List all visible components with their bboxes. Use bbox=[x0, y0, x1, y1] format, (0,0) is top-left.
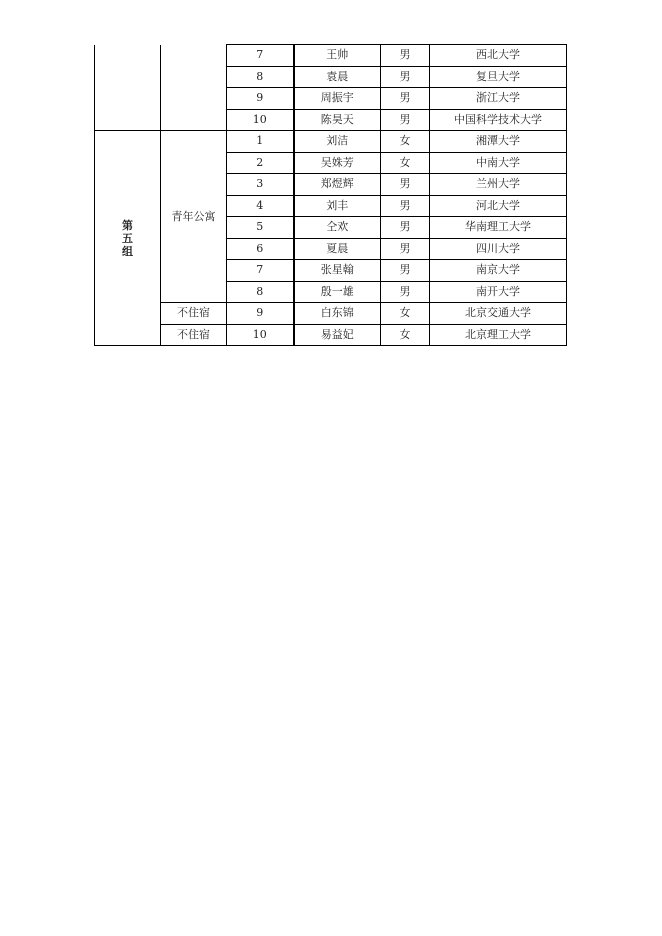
group-label-cell bbox=[95, 131, 161, 346]
gender-cell: 女 bbox=[381, 152, 430, 174]
gender-cell: 男 bbox=[381, 238, 430, 260]
group-label: 第五组 bbox=[122, 218, 133, 258]
gender-cell: 男 bbox=[381, 174, 430, 196]
prev-dorm-cell bbox=[161, 45, 227, 131]
gender-cell: 男 bbox=[381, 281, 430, 303]
dorm-cell: 不住宿 bbox=[161, 324, 227, 346]
name-cell: 郑煜辉 bbox=[294, 174, 381, 196]
no-cell: 7 bbox=[227, 260, 294, 282]
gender-cell: 男 bbox=[381, 195, 430, 217]
name-cell: 易益妃 bbox=[294, 324, 381, 346]
name-cell: 白东锦 bbox=[294, 303, 381, 325]
table-row bbox=[95, 303, 567, 325]
name-cell: 仝欢 bbox=[294, 217, 381, 239]
gender-cell: 男 bbox=[381, 260, 430, 282]
gender-cell: 女 bbox=[381, 131, 430, 153]
school-cell: 复旦大学 bbox=[430, 66, 567, 88]
table-row bbox=[95, 45, 567, 67]
dorm-cell: 青年公寓 bbox=[161, 131, 227, 303]
name-cell: 殷一雄 bbox=[294, 281, 381, 303]
gender-cell: 女 bbox=[381, 324, 430, 346]
name-cell: 刘丰 bbox=[294, 195, 381, 217]
gender-cell: 男 bbox=[381, 88, 430, 110]
school-cell: 北京理工大学 bbox=[430, 324, 567, 346]
school-cell: 河北大学 bbox=[430, 195, 567, 217]
name-cell: 刘洁 bbox=[294, 131, 381, 153]
school-cell: 华南理工大学 bbox=[430, 217, 567, 239]
no-cell: 8 bbox=[227, 66, 294, 88]
school-cell: 湘潭大学 bbox=[430, 131, 567, 153]
school-cell: 浙江大学 bbox=[430, 88, 567, 110]
name-cell: 王帅 bbox=[294, 45, 381, 67]
name-cell: 袁晨 bbox=[294, 66, 381, 88]
prev-group-cell bbox=[95, 45, 161, 131]
no-cell: 10 bbox=[227, 109, 294, 131]
no-cell: 6 bbox=[227, 238, 294, 260]
school-cell: 北京交通大学 bbox=[430, 303, 567, 325]
school-cell: 南京大学 bbox=[430, 260, 567, 282]
gender-cell: 男 bbox=[381, 66, 430, 88]
gender-cell: 男 bbox=[381, 217, 430, 239]
school-cell: 中国科学技术大学 bbox=[430, 109, 567, 131]
school-cell: 兰州大学 bbox=[430, 174, 567, 196]
name-cell: 周振宇 bbox=[294, 88, 381, 110]
table-row bbox=[95, 324, 567, 346]
no-cell: 4 bbox=[227, 195, 294, 217]
gender-cell: 男 bbox=[381, 109, 430, 131]
name-cell: 陈昊天 bbox=[294, 109, 381, 131]
no-cell: 8 bbox=[227, 281, 294, 303]
no-cell: 5 bbox=[227, 217, 294, 239]
no-cell: 9 bbox=[227, 88, 294, 110]
no-cell: 10 bbox=[227, 324, 294, 346]
gender-cell: 女 bbox=[381, 303, 430, 325]
school-cell: 中南大学 bbox=[430, 152, 567, 174]
no-cell: 2 bbox=[227, 152, 294, 174]
no-cell: 9 bbox=[227, 303, 294, 325]
name-cell: 夏晨 bbox=[294, 238, 381, 260]
gender-cell: 男 bbox=[381, 45, 430, 67]
school-cell: 四川大学 bbox=[430, 238, 567, 260]
no-cell: 7 bbox=[227, 45, 294, 67]
dorm-cell: 不住宿 bbox=[161, 303, 227, 325]
name-cell: 张星翰 bbox=[294, 260, 381, 282]
school-cell: 南开大学 bbox=[430, 281, 567, 303]
table-row bbox=[95, 131, 567, 153]
school-cell: 西北大学 bbox=[430, 45, 567, 67]
no-cell: 3 bbox=[227, 174, 294, 196]
no-cell: 1 bbox=[227, 131, 294, 153]
roster-table bbox=[94, 44, 567, 346]
name-cell: 吴姝芳 bbox=[294, 152, 381, 174]
